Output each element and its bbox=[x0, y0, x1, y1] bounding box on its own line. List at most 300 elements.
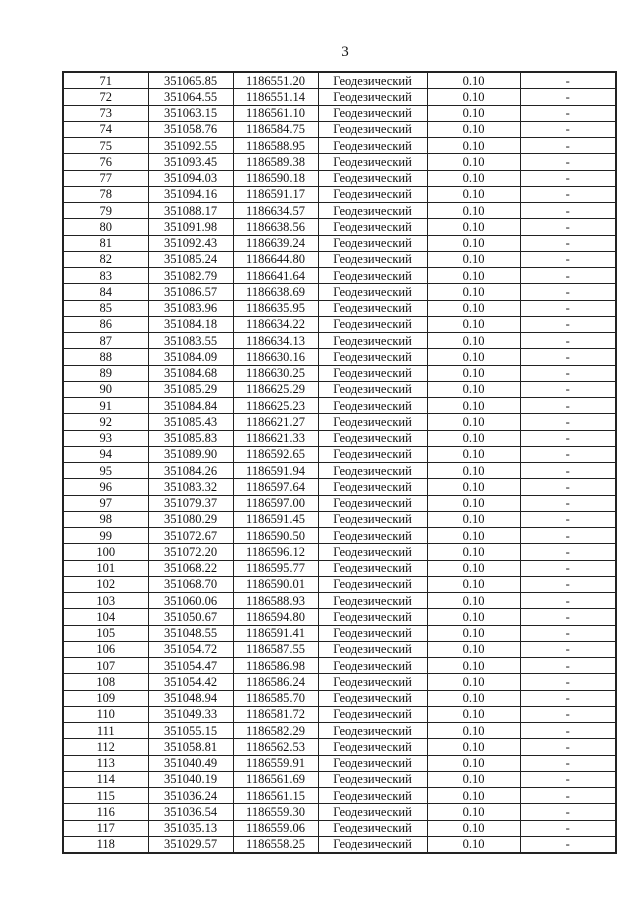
description-cell: - bbox=[520, 186, 616, 202]
method-cell: Геодезический bbox=[318, 251, 427, 267]
x-coordinate-cell: 351058.76 bbox=[148, 121, 233, 137]
x-coordinate-cell: 351094.16 bbox=[148, 186, 233, 202]
point-number-cell: 90 bbox=[63, 381, 148, 397]
point-number-cell: 86 bbox=[63, 316, 148, 332]
point-number-cell: 82 bbox=[63, 251, 148, 267]
method-cell: Геодезический bbox=[318, 723, 427, 739]
method-cell: Геодезический bbox=[318, 755, 427, 771]
point-number-cell: 108 bbox=[63, 674, 148, 690]
description-cell: - bbox=[520, 674, 616, 690]
accuracy-cell: 0.10 bbox=[427, 235, 520, 251]
point-number-cell: 75 bbox=[63, 138, 148, 154]
method-cell: Геодезический bbox=[318, 609, 427, 625]
x-coordinate-cell: 351093.45 bbox=[148, 154, 233, 170]
x-coordinate-cell: 351055.15 bbox=[148, 723, 233, 739]
accuracy-cell: 0.10 bbox=[427, 511, 520, 527]
x-coordinate-cell: 351083.32 bbox=[148, 479, 233, 495]
y-coordinate-cell: 1186582.29 bbox=[233, 723, 318, 739]
point-number-cell: 88 bbox=[63, 349, 148, 365]
point-number-cell: 101 bbox=[63, 560, 148, 576]
method-cell: Геодезический bbox=[318, 365, 427, 381]
x-coordinate-cell: 351084.84 bbox=[148, 398, 233, 414]
accuracy-cell: 0.10 bbox=[427, 105, 520, 121]
y-coordinate-cell: 1186595.77 bbox=[233, 560, 318, 576]
description-cell: - bbox=[520, 755, 616, 771]
y-coordinate-cell: 1186594.80 bbox=[233, 609, 318, 625]
x-coordinate-cell: 351064.55 bbox=[148, 89, 233, 105]
accuracy-cell: 0.10 bbox=[427, 528, 520, 544]
accuracy-cell: 0.10 bbox=[427, 72, 520, 89]
description-cell: - bbox=[520, 251, 616, 267]
table-row bbox=[63, 755, 616, 771]
method-cell: Геодезический bbox=[318, 219, 427, 235]
description-cell: - bbox=[520, 641, 616, 657]
x-coordinate-cell: 351084.68 bbox=[148, 365, 233, 381]
method-cell: Геодезический bbox=[318, 544, 427, 560]
method-cell: Геодезический bbox=[318, 641, 427, 657]
table-row bbox=[63, 381, 616, 397]
description-cell: - bbox=[520, 804, 616, 820]
method-cell: Геодезический bbox=[318, 576, 427, 592]
accuracy-cell: 0.10 bbox=[427, 658, 520, 674]
table-row bbox=[63, 89, 616, 105]
y-coordinate-cell: 1186597.64 bbox=[233, 479, 318, 495]
table-row bbox=[63, 251, 616, 267]
y-coordinate-cell: 1186634.57 bbox=[233, 203, 318, 219]
method-cell: Геодезический bbox=[318, 121, 427, 137]
description-cell: - bbox=[520, 463, 616, 479]
x-coordinate-cell: 351048.94 bbox=[148, 690, 233, 706]
point-number-cell: 100 bbox=[63, 544, 148, 560]
table-row bbox=[63, 72, 616, 89]
x-coordinate-cell: 351082.79 bbox=[148, 268, 233, 284]
description-cell: - bbox=[520, 528, 616, 544]
point-number-cell: 111 bbox=[63, 723, 148, 739]
point-number-cell: 118 bbox=[63, 836, 148, 853]
table-row bbox=[63, 105, 616, 121]
table-row bbox=[63, 544, 616, 560]
y-coordinate-cell: 1186585.70 bbox=[233, 690, 318, 706]
method-cell: Геодезический bbox=[318, 820, 427, 836]
method-cell: Геодезический bbox=[318, 479, 427, 495]
y-coordinate-cell: 1186561.69 bbox=[233, 771, 318, 787]
x-coordinate-cell: 351088.17 bbox=[148, 203, 233, 219]
point-number-cell: 104 bbox=[63, 609, 148, 625]
description-cell: - bbox=[520, 121, 616, 137]
y-coordinate-cell: 1186635.95 bbox=[233, 300, 318, 316]
point-number-cell: 116 bbox=[63, 804, 148, 820]
method-cell: Геодезический bbox=[318, 170, 427, 186]
x-coordinate-cell: 351048.55 bbox=[148, 625, 233, 641]
description-cell: - bbox=[520, 235, 616, 251]
point-number-cell: 78 bbox=[63, 186, 148, 202]
method-cell: Геодезический bbox=[318, 625, 427, 641]
description-cell: - bbox=[520, 203, 616, 219]
x-coordinate-cell: 351079.37 bbox=[148, 495, 233, 511]
y-coordinate-cell: 1186589.38 bbox=[233, 154, 318, 170]
point-number-cell: 102 bbox=[63, 576, 148, 592]
accuracy-cell: 0.10 bbox=[427, 820, 520, 836]
point-number-cell: 117 bbox=[63, 820, 148, 836]
y-coordinate-cell: 1186592.65 bbox=[233, 446, 318, 462]
y-coordinate-cell: 1186561.15 bbox=[233, 788, 318, 804]
x-coordinate-cell: 351086.57 bbox=[148, 284, 233, 300]
description-cell: - bbox=[520, 430, 616, 446]
description-cell: - bbox=[520, 300, 616, 316]
point-number-cell: 84 bbox=[63, 284, 148, 300]
point-number-cell: 89 bbox=[63, 365, 148, 381]
method-cell: Геодезический bbox=[318, 463, 427, 479]
y-coordinate-cell: 1186584.75 bbox=[233, 121, 318, 137]
accuracy-cell: 0.10 bbox=[427, 625, 520, 641]
method-cell: Геодезический bbox=[318, 89, 427, 105]
description-cell: - bbox=[520, 284, 616, 300]
y-coordinate-cell: 1186630.16 bbox=[233, 349, 318, 365]
description-cell: - bbox=[520, 316, 616, 332]
accuracy-cell: 0.10 bbox=[427, 560, 520, 576]
method-cell: Геодезический bbox=[318, 446, 427, 462]
accuracy-cell: 0.10 bbox=[427, 333, 520, 349]
point-number-cell: 91 bbox=[63, 398, 148, 414]
method-cell: Геодезический bbox=[318, 284, 427, 300]
point-number-cell: 73 bbox=[63, 105, 148, 121]
x-coordinate-cell: 351085.83 bbox=[148, 430, 233, 446]
y-coordinate-cell: 1186634.13 bbox=[233, 333, 318, 349]
point-number-cell: 105 bbox=[63, 625, 148, 641]
point-number-cell: 79 bbox=[63, 203, 148, 219]
accuracy-cell: 0.10 bbox=[427, 446, 520, 462]
method-cell: Геодезический bbox=[318, 268, 427, 284]
y-coordinate-cell: 1186621.33 bbox=[233, 430, 318, 446]
table-row bbox=[63, 528, 616, 544]
accuracy-cell: 0.10 bbox=[427, 186, 520, 202]
table-row bbox=[63, 170, 616, 186]
y-coordinate-cell: 1186551.14 bbox=[233, 89, 318, 105]
table-row bbox=[63, 203, 616, 219]
accuracy-cell: 0.10 bbox=[427, 641, 520, 657]
x-coordinate-cell: 351072.20 bbox=[148, 544, 233, 560]
table-row bbox=[63, 121, 616, 137]
x-coordinate-cell: 351091.98 bbox=[148, 219, 233, 235]
table-row bbox=[63, 186, 616, 202]
point-number-cell: 103 bbox=[63, 593, 148, 609]
method-cell: Геодезический bbox=[318, 430, 427, 446]
description-cell: - bbox=[520, 268, 616, 284]
point-number-cell: 106 bbox=[63, 641, 148, 657]
x-coordinate-cell: 351094.03 bbox=[148, 170, 233, 186]
y-coordinate-cell: 1186625.29 bbox=[233, 381, 318, 397]
method-cell: Геодезический bbox=[318, 495, 427, 511]
y-coordinate-cell: 1186630.25 bbox=[233, 365, 318, 381]
accuracy-cell: 0.10 bbox=[427, 755, 520, 771]
accuracy-cell: 0.10 bbox=[427, 723, 520, 739]
description-cell: - bbox=[520, 365, 616, 381]
method-cell: Геодезический bbox=[318, 560, 427, 576]
table-row bbox=[63, 365, 616, 381]
point-number-cell: 97 bbox=[63, 495, 148, 511]
accuracy-cell: 0.10 bbox=[427, 316, 520, 332]
point-number-cell: 110 bbox=[63, 706, 148, 722]
table-row bbox=[63, 771, 616, 787]
point-number-cell: 95 bbox=[63, 463, 148, 479]
x-coordinate-cell: 351085.24 bbox=[148, 251, 233, 267]
table-row bbox=[63, 268, 616, 284]
table-row bbox=[63, 316, 616, 332]
table-row bbox=[63, 576, 616, 592]
method-cell: Геодезический bbox=[318, 528, 427, 544]
x-coordinate-cell: 351083.55 bbox=[148, 333, 233, 349]
accuracy-cell: 0.10 bbox=[427, 430, 520, 446]
x-coordinate-cell: 351054.72 bbox=[148, 641, 233, 657]
y-coordinate-cell: 1186581.72 bbox=[233, 706, 318, 722]
accuracy-cell: 0.10 bbox=[427, 89, 520, 105]
description-cell: - bbox=[520, 560, 616, 576]
method-cell: Геодезический bbox=[318, 771, 427, 787]
point-number-cell: 98 bbox=[63, 511, 148, 527]
description-cell: - bbox=[520, 723, 616, 739]
point-number-cell: 71 bbox=[63, 72, 148, 89]
description-cell: - bbox=[520, 544, 616, 560]
page-number: 3 bbox=[341, 44, 349, 60]
table-row bbox=[63, 300, 616, 316]
table-row bbox=[63, 593, 616, 609]
table-row bbox=[63, 658, 616, 674]
table-row bbox=[63, 609, 616, 625]
x-coordinate-cell: 351072.67 bbox=[148, 528, 233, 544]
x-coordinate-cell: 351050.67 bbox=[148, 609, 233, 625]
method-cell: Геодезический bbox=[318, 658, 427, 674]
y-coordinate-cell: 1186590.18 bbox=[233, 170, 318, 186]
method-cell: Геодезический bbox=[318, 138, 427, 154]
description-cell: - bbox=[520, 414, 616, 430]
table-row bbox=[63, 463, 616, 479]
method-cell: Геодезический bbox=[318, 511, 427, 527]
table-row bbox=[63, 154, 616, 170]
accuracy-cell: 0.10 bbox=[427, 365, 520, 381]
accuracy-cell: 0.10 bbox=[427, 804, 520, 820]
y-coordinate-cell: 1186588.93 bbox=[233, 593, 318, 609]
x-coordinate-cell: 351036.24 bbox=[148, 788, 233, 804]
x-coordinate-cell: 351060.06 bbox=[148, 593, 233, 609]
table-row bbox=[63, 446, 616, 462]
table-row bbox=[63, 398, 616, 414]
y-coordinate-cell: 1186590.50 bbox=[233, 528, 318, 544]
description-cell: - bbox=[520, 479, 616, 495]
description-cell: - bbox=[520, 495, 616, 511]
point-number-cell: 112 bbox=[63, 739, 148, 755]
method-cell: Геодезический bbox=[318, 804, 427, 820]
y-coordinate-cell: 1186586.24 bbox=[233, 674, 318, 690]
method-cell: Геодезический bbox=[318, 690, 427, 706]
accuracy-cell: 0.10 bbox=[427, 203, 520, 219]
table-row bbox=[63, 333, 616, 349]
description-cell: - bbox=[520, 771, 616, 787]
description-cell: - bbox=[520, 690, 616, 706]
method-cell: Геодезический bbox=[318, 674, 427, 690]
table-row bbox=[63, 739, 616, 755]
y-coordinate-cell: 1186639.24 bbox=[233, 235, 318, 251]
description-cell: - bbox=[520, 446, 616, 462]
y-coordinate-cell: 1186625.23 bbox=[233, 398, 318, 414]
description-cell: - bbox=[520, 170, 616, 186]
x-coordinate-cell: 351084.18 bbox=[148, 316, 233, 332]
y-coordinate-cell: 1186559.06 bbox=[233, 820, 318, 836]
table-row bbox=[63, 690, 616, 706]
point-number-cell: 72 bbox=[63, 89, 148, 105]
y-coordinate-cell: 1186551.20 bbox=[233, 72, 318, 89]
accuracy-cell: 0.10 bbox=[427, 170, 520, 186]
accuracy-cell: 0.10 bbox=[427, 739, 520, 755]
accuracy-cell: 0.10 bbox=[427, 284, 520, 300]
y-coordinate-cell: 1186638.56 bbox=[233, 219, 318, 235]
description-cell: - bbox=[520, 398, 616, 414]
method-cell: Геодезический bbox=[318, 706, 427, 722]
coordinates-table bbox=[62, 71, 617, 854]
method-cell: Геодезический bbox=[318, 300, 427, 316]
point-number-cell: 77 bbox=[63, 170, 148, 186]
x-coordinate-cell: 351035.13 bbox=[148, 820, 233, 836]
accuracy-cell: 0.10 bbox=[427, 690, 520, 706]
description-cell: - bbox=[520, 105, 616, 121]
method-cell: Геодезический bbox=[318, 105, 427, 121]
accuracy-cell: 0.10 bbox=[427, 251, 520, 267]
point-number-cell: 99 bbox=[63, 528, 148, 544]
description-cell: - bbox=[520, 625, 616, 641]
y-coordinate-cell: 1186634.22 bbox=[233, 316, 318, 332]
method-cell: Геодезический bbox=[318, 333, 427, 349]
x-coordinate-cell: 351054.47 bbox=[148, 658, 233, 674]
method-cell: Геодезический bbox=[318, 203, 427, 219]
table-row bbox=[63, 625, 616, 641]
x-coordinate-cell: 351054.42 bbox=[148, 674, 233, 690]
description-cell: - bbox=[520, 89, 616, 105]
x-coordinate-cell: 351080.29 bbox=[148, 511, 233, 527]
description-cell: - bbox=[520, 706, 616, 722]
method-cell: Геодезический bbox=[318, 414, 427, 430]
method-cell: Геодезический bbox=[318, 154, 427, 170]
x-coordinate-cell: 351083.96 bbox=[148, 300, 233, 316]
table-row bbox=[63, 706, 616, 722]
table-row bbox=[63, 788, 616, 804]
table-row bbox=[63, 511, 616, 527]
description-cell: - bbox=[520, 138, 616, 154]
description-cell: - bbox=[520, 576, 616, 592]
x-coordinate-cell: 351040.19 bbox=[148, 771, 233, 787]
table-row bbox=[63, 430, 616, 446]
y-coordinate-cell: 1186591.45 bbox=[233, 511, 318, 527]
y-coordinate-cell: 1186590.01 bbox=[233, 576, 318, 592]
x-coordinate-cell: 351084.09 bbox=[148, 349, 233, 365]
x-coordinate-cell: 351036.54 bbox=[148, 804, 233, 820]
accuracy-cell: 0.10 bbox=[427, 706, 520, 722]
accuracy-cell: 0.10 bbox=[427, 463, 520, 479]
table-row bbox=[63, 349, 616, 365]
method-cell: Геодезический bbox=[318, 186, 427, 202]
accuracy-cell: 0.10 bbox=[427, 609, 520, 625]
description-cell: - bbox=[520, 788, 616, 804]
table-row bbox=[63, 641, 616, 657]
table-row bbox=[63, 414, 616, 430]
point-number-cell: 87 bbox=[63, 333, 148, 349]
y-coordinate-cell: 1186638.69 bbox=[233, 284, 318, 300]
description-cell: - bbox=[520, 333, 616, 349]
accuracy-cell: 0.10 bbox=[427, 154, 520, 170]
x-coordinate-cell: 351084.26 bbox=[148, 463, 233, 479]
description-cell: - bbox=[520, 739, 616, 755]
point-number-cell: 94 bbox=[63, 446, 148, 462]
method-cell: Геодезический bbox=[318, 788, 427, 804]
x-coordinate-cell: 351068.70 bbox=[148, 576, 233, 592]
point-number-cell: 83 bbox=[63, 268, 148, 284]
table-row bbox=[63, 495, 616, 511]
accuracy-cell: 0.10 bbox=[427, 121, 520, 137]
x-coordinate-cell: 351063.15 bbox=[148, 105, 233, 121]
y-coordinate-cell: 1186591.41 bbox=[233, 625, 318, 641]
description-cell: - bbox=[520, 511, 616, 527]
accuracy-cell: 0.10 bbox=[427, 674, 520, 690]
accuracy-cell: 0.10 bbox=[427, 398, 520, 414]
y-coordinate-cell: 1186562.53 bbox=[233, 739, 318, 755]
accuracy-cell: 0.10 bbox=[427, 544, 520, 560]
coordinates-table-body bbox=[63, 72, 616, 853]
y-coordinate-cell: 1186644.80 bbox=[233, 251, 318, 267]
point-number-cell: 114 bbox=[63, 771, 148, 787]
table-row bbox=[63, 820, 616, 836]
method-cell: Геодезический bbox=[318, 72, 427, 89]
method-cell: Геодезический bbox=[318, 235, 427, 251]
point-number-cell: 85 bbox=[63, 300, 148, 316]
point-number-cell: 81 bbox=[63, 235, 148, 251]
y-coordinate-cell: 1186558.25 bbox=[233, 836, 318, 853]
accuracy-cell: 0.10 bbox=[427, 381, 520, 397]
table-row bbox=[63, 560, 616, 576]
accuracy-cell: 0.10 bbox=[427, 349, 520, 365]
description-cell: - bbox=[520, 609, 616, 625]
method-cell: Геодезический bbox=[318, 381, 427, 397]
table-row bbox=[63, 235, 616, 251]
accuracy-cell: 0.10 bbox=[427, 576, 520, 592]
x-coordinate-cell: 351029.57 bbox=[148, 836, 233, 853]
x-coordinate-cell: 351089.90 bbox=[148, 446, 233, 462]
x-coordinate-cell: 351049.33 bbox=[148, 706, 233, 722]
y-coordinate-cell: 1186559.30 bbox=[233, 804, 318, 820]
point-number-cell: 113 bbox=[63, 755, 148, 771]
point-number-cell: 74 bbox=[63, 121, 148, 137]
description-cell: - bbox=[520, 72, 616, 89]
accuracy-cell: 0.10 bbox=[427, 268, 520, 284]
description-cell: - bbox=[520, 349, 616, 365]
y-coordinate-cell: 1186621.27 bbox=[233, 414, 318, 430]
method-cell: Геодезический bbox=[318, 398, 427, 414]
y-coordinate-cell: 1186587.55 bbox=[233, 641, 318, 657]
description-cell: - bbox=[520, 381, 616, 397]
x-coordinate-cell: 351085.29 bbox=[148, 381, 233, 397]
accuracy-cell: 0.10 bbox=[427, 219, 520, 235]
method-cell: Геодезический bbox=[318, 836, 427, 853]
description-cell: - bbox=[520, 836, 616, 853]
accuracy-cell: 0.10 bbox=[427, 771, 520, 787]
y-coordinate-cell: 1186591.17 bbox=[233, 186, 318, 202]
y-coordinate-cell: 1186559.91 bbox=[233, 755, 318, 771]
y-coordinate-cell: 1186588.95 bbox=[233, 138, 318, 154]
point-number-cell: 93 bbox=[63, 430, 148, 446]
method-cell: Геодезический bbox=[318, 593, 427, 609]
point-number-cell: 109 bbox=[63, 690, 148, 706]
table-row bbox=[63, 219, 616, 235]
y-coordinate-cell: 1186597.00 bbox=[233, 495, 318, 511]
accuracy-cell: 0.10 bbox=[427, 138, 520, 154]
point-number-cell: 115 bbox=[63, 788, 148, 804]
